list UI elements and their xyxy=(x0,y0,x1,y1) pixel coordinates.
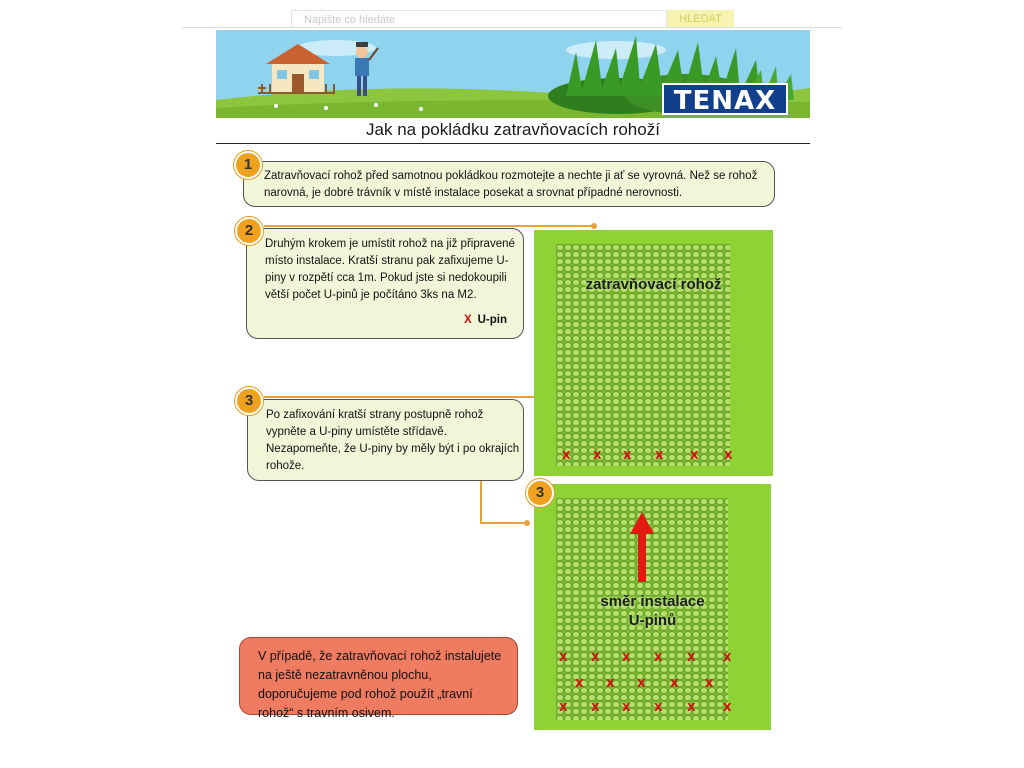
mat-top-label: zatravňovací rohož xyxy=(585,276,722,293)
pin-marker: X xyxy=(687,651,696,664)
step-2-connector-dot xyxy=(591,223,597,229)
pin-marker: X xyxy=(687,701,696,714)
pin-marker: X xyxy=(637,677,646,690)
pin-marker: X xyxy=(654,651,663,664)
step-3-connector-end xyxy=(524,520,530,526)
pin-marker: X xyxy=(622,701,631,714)
pin-marker: X xyxy=(705,677,714,690)
search-input[interactable]: Napište co hledáte xyxy=(291,10,667,28)
pin-legend xyxy=(464,312,507,329)
pin-legend-label: U-pin xyxy=(477,314,507,326)
step-2-box xyxy=(246,228,524,339)
pin-marker: X xyxy=(591,651,600,664)
step-3-connector-down xyxy=(480,481,482,523)
step-1-box xyxy=(243,161,775,207)
mat-bottom-label-line1: směr instalace xyxy=(600,593,705,610)
mat-bottom-label-line2: U-pinů xyxy=(628,612,677,629)
pin-marker: X xyxy=(559,701,568,714)
pin-marker: X xyxy=(690,449,699,462)
pin-marker: X xyxy=(623,449,632,462)
note-text: V případě, že zatravňovací rohož instalujete na ještě nezatravněnou plochu, doporučujeme pod rohož použít „travní rohož“ s travním osivem. xyxy=(258,649,502,720)
pin-marker: X xyxy=(655,449,664,462)
pin-legend-symbol: X xyxy=(463,314,472,326)
pin-marker: X xyxy=(593,449,602,462)
step-2-badge: 2 xyxy=(235,217,263,245)
infographic-image xyxy=(216,30,810,750)
mat-bottom-label xyxy=(534,592,771,630)
pin-marker: X xyxy=(562,449,571,462)
tenax-logo: TENAX xyxy=(662,83,788,115)
arrow-up-icon xyxy=(630,512,654,582)
step-1-badge: 1 xyxy=(234,151,262,179)
step-3-connector xyxy=(264,396,544,398)
pin-marker: X xyxy=(575,677,584,690)
mat-diagram-top xyxy=(534,230,773,476)
title-rule xyxy=(216,143,810,144)
search-button[interactable]: HLEDAT xyxy=(667,10,734,28)
step-3-text: Po zafixování kratší strany postupně rohož vypněte a U-piny umístěte střídavě. Nezapomeňte, že U-piny by měly být i po okrajích rohože. xyxy=(266,409,520,472)
pin-marker: X xyxy=(670,677,679,690)
pin-marker: X xyxy=(654,701,663,714)
step-3-connector-right xyxy=(480,522,528,524)
step-2-text: Druhým krokem je umístit rohož na již připravené místo instalace. Kratší stranu pak zafixujeme U-piny v rozpětí cca 1m. Pokud jste si nedokoupili větší počet U-pinů je počítáno 3ks na M2. xyxy=(265,238,515,301)
pin-marker: X xyxy=(591,701,600,714)
step-3-box xyxy=(247,399,524,481)
step-3-badge: 3 xyxy=(235,387,263,415)
mat-diagram-bottom xyxy=(534,484,771,730)
infographic-title: Jak na pokládku zatravňovacích rohoží xyxy=(366,120,660,139)
pin-marker: X xyxy=(559,651,568,664)
header-divider xyxy=(182,27,842,28)
pin-marker: X xyxy=(723,701,732,714)
pin-marker: X xyxy=(606,677,615,690)
step-1-text: Zatravňovací rohož před samotnou pokládkou rozmotejte a nechte ji ať se vyrovná. Než se rohož narovná, je dobré trávník v místě instalace posekat a srovnat případné nerovnosti. xyxy=(264,170,758,199)
pin-marker: X xyxy=(723,651,732,664)
step-2-connector xyxy=(264,225,594,227)
diagram-step-3-badge: 3 xyxy=(526,479,554,507)
pin-marker: X xyxy=(622,651,631,664)
pin-marker: X xyxy=(724,449,733,462)
note-box xyxy=(239,637,518,720)
